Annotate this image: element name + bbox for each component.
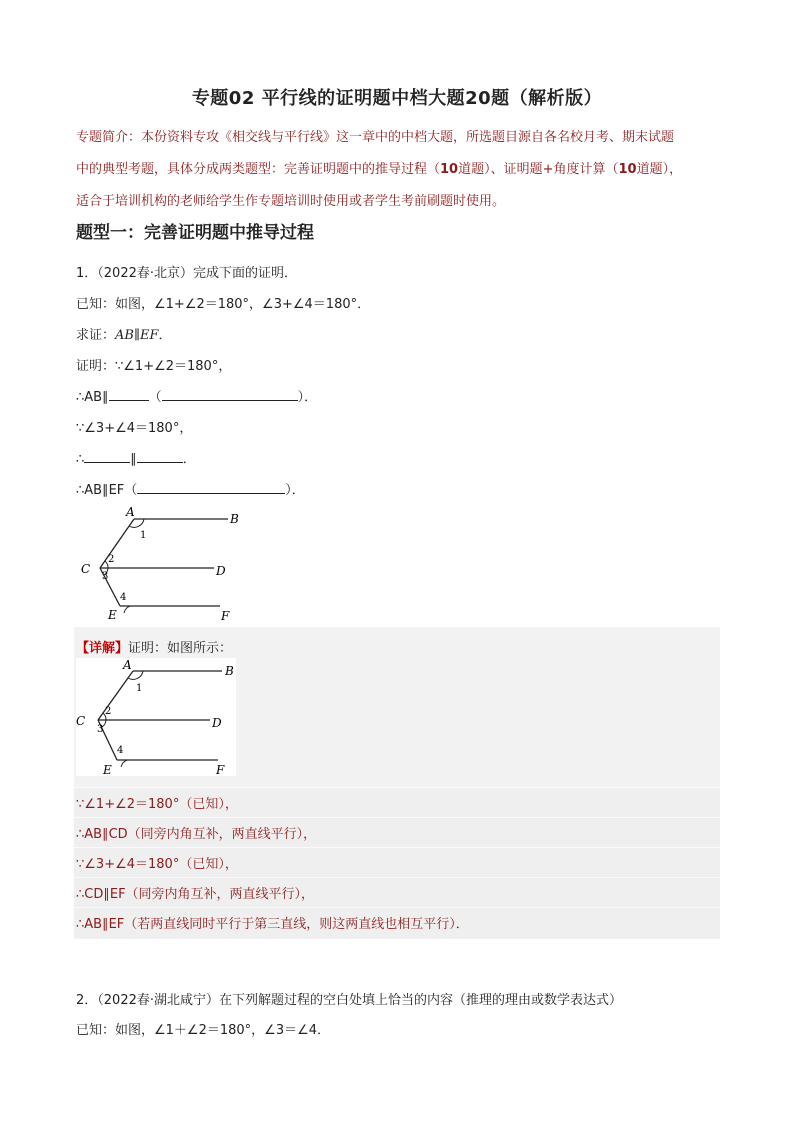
solution-line-3: ∵∠3+∠4＝180°（已知）， — [76, 857, 238, 872]
label-A: A — [123, 658, 132, 672]
label-angle-4: 4 — [117, 745, 124, 756]
q1-header: 1．（2022春·北京）完成下面的证明． — [76, 266, 297, 281]
intro-line-3: 适合于培训机构的老师给学生作专题培训时使用或者学生考前刷题时使用。 — [76, 194, 506, 209]
label-D: D — [212, 716, 222, 730]
q2-header: 2．（2022春·湖北咸宁）在下列解题过程的空白处填上恰当的内容（推理的理由或数学表达式） — [76, 993, 622, 1008]
blank-field[interactable] — [137, 450, 183, 463]
blank-field[interactable] — [84, 450, 130, 463]
topic-intro — [76, 122, 720, 218]
geometry-diagram — [76, 504, 246, 626]
label-angle-1: 1 — [136, 683, 143, 694]
q1-proof-start: 证明：∵∠1+∠2＝180°， — [76, 359, 232, 374]
q1-step-2: ∵∠3+∠4＝180°， — [76, 421, 193, 436]
label-angle-4: 4 — [120, 592, 127, 603]
label-D: D — [216, 564, 226, 578]
q1-step-1: ∴AB∥ （ ）． — [76, 390, 318, 405]
q1-step-4: ∴AB∥EF（ ）． — [76, 483, 305, 498]
intro-line-1: 专题简介：本份资料专攻《相交线与平行线》这一章中的中档大题，所选题目源自各名校月考、期末试题 — [76, 130, 675, 145]
q1-step-3: ∴ ∥ ． — [76, 452, 196, 467]
label-E: E — [108, 608, 117, 622]
q2-known: 已知：如图，∠1＋∠2＝180°，∠3＝∠4． — [76, 1023, 331, 1038]
label-angle-3: 3 — [102, 571, 109, 582]
label-C: C — [76, 714, 86, 728]
label-B: B — [225, 664, 234, 678]
intro-line-2: 中的典型考题，具体分成两类题型：完善证明题中的推导过程（10道题）、证明题+角度计算（10道题）， — [76, 162, 683, 177]
label-C: C — [81, 562, 91, 576]
label-angle-2: 2 — [108, 554, 115, 565]
blank-field[interactable] — [109, 388, 149, 401]
solution-line-2: ∴AB∥CD（同旁内角互补，两直线平行）， — [76, 827, 317, 842]
label-angle-3: 3 — [97, 724, 104, 735]
label-F: F — [216, 763, 225, 776]
label-angle-2: 2 — [105, 706, 112, 717]
label-angle-1: 1 — [140, 530, 147, 541]
document-title: 专题02 平行线的证明题中档大题20题（解析版） — [191, 88, 603, 109]
solution-header: 【详解】证明：如图所示： — [76, 641, 233, 656]
q1-known: 已知：如图，∠1+∠2＝180°，∠3+∠4＝180°． — [76, 297, 371, 312]
q1-prove: 求证：AB∥EF． — [76, 328, 172, 343]
label-F: F — [221, 609, 230, 623]
blank-field[interactable] — [162, 388, 298, 401]
label-E: E — [103, 763, 112, 776]
blank-field[interactable] — [137, 481, 285, 494]
solution-diagram — [76, 658, 236, 776]
label-B: B — [230, 512, 239, 526]
solution-line-4: ∴CD∥EF（同旁内角互补，两直线平行）， — [76, 887, 315, 902]
section-heading-1: 题型一：完善证明题中推导过程 — [76, 223, 314, 243]
solution-line-5: ∴AB∥EF（若两直线同时平行于第三直线，则这两直线也相互平行）． — [76, 917, 469, 932]
solution-line-1: ∵∠1+∠2＝180°（已知）， — [76, 797, 238, 812]
label-A: A — [126, 505, 135, 519]
